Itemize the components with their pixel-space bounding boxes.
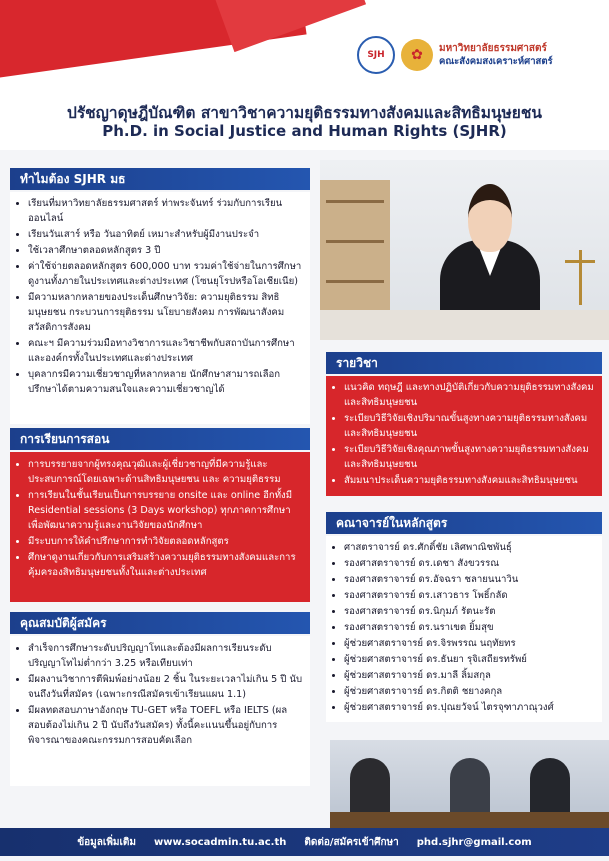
why-list [10, 196, 310, 397]
list-item: • รองศาสตราจารย์ ดร.นิกุมภ์ รัตนะรัต [344, 604, 596, 619]
website-link[interactable]: www.socadmin.tu.ac.th [154, 836, 287, 848]
title-thai: ปรัชญาดุษฎีบัณฑิต สาขาวิชาความยุติธรรมทางสังคมและสิทธิมนุษยชน [67, 104, 542, 122]
tu-emblem-icon: ✿ [401, 39, 433, 71]
list-item: • เรียนที่มหาวิทยาลัยธรรมศาสตร์ ท่าพระจันทร์ ร่วมกับการเรียนออนไลน์ [28, 196, 304, 226]
decor-red-accent [214, 0, 366, 52]
list-item: • การบรรยายจากผู้ทรงคุณวุฒิและผู้เชี่ยวชาญที่มีความรู้และประสบการณ์โดยเฉพาะด้านสิทธิมนุษยชน และ ความยุติธรรม [28, 457, 304, 487]
justice-scale-icon [565, 250, 595, 310]
list-item: • รองศาสตราจารย์ ดร.นราเขต ยิ้มสุข [344, 620, 596, 635]
qualification-heading: คุณสมบัติผู้สมัคร [10, 612, 310, 634]
list-item: • ผู้ช่วยศาสตราจารย์ ดร.จิรพรรณ นฤทัยทร [344, 636, 596, 651]
institution-names [439, 42, 553, 68]
list-item: • คณะฯ มีความร่วมมือทางวิชาการและวิชาชีพกับสถาบันการศึกษาและองค์กรทั้งในประเทศและต่างประเทศ [28, 336, 304, 366]
list-item: • เรียนวันเสาร์ หรือ วันอาทิตย์ เหมาะสำหรับผู้มีงานประจำ [28, 227, 304, 242]
title-english: Ph.D. in Social Justice and Human Rights (SJHR) [102, 122, 507, 140]
contact-label: ติดต่อ/สมัครเข้าศึกษา [304, 836, 399, 848]
list-item: • รองศาสตราจารย์ ดร.เดชา สังขวรรณ [344, 556, 596, 571]
teaching-heading: การเรียนการสอน [10, 428, 310, 450]
list-item: • รองศาสตราจารย์ ดร.เสาวธาร โพธิ์กลัด [344, 588, 596, 603]
list-item: • ผู้ช่วยศาสตราจารย์ ดร.มาลี ลิ้มสกุล [344, 668, 596, 683]
list-item: • ระเบียบวิธีวิจัยเชิงคุณภาพขั้นสูงทางความยุติธรรมทางสังคมและสิทธิมนุษยชน [344, 442, 596, 472]
desk [320, 310, 609, 340]
more-info-label: ข้อมูลเพิ่มเติม [77, 836, 137, 848]
list-item: • ผู้ช่วยศาสตราจารย์ ดร.ปุณยวัจน์ ไตรจุฑาภาณุวงศ์ [344, 700, 596, 715]
teaching-section [10, 452, 310, 602]
courses-list [326, 380, 602, 488]
why-section [10, 192, 310, 424]
list-item: • มีระบบการให้คำปรึกษาการทำวิจัยตลอดหลักสูตร [28, 534, 304, 549]
list-item: • ระเบียบวิธีวิจัยเชิงปริมาณขั้นสูงทางความยุติธรรมทางสังคมและสิทธิมนุษยชน [344, 411, 596, 441]
list-item: • ศึกษาดูงานเกี่ยวกับการเสริมสร้างความยุติธรรมทางสังคมและการคุ้มครองสิทธิมนุษยชนทั้งในและต่างประเทศ [28, 550, 304, 580]
hero-photo [320, 160, 609, 340]
list-item: • มีความหลากหลายของประเด็นศึกษาวิจัย: ความยุติธรรม สิทธิมนุษยชน กระบวนการยุติธรรม นโยบายสังคม การพัฒนาสังคม สวัสดิการสังคม [28, 290, 304, 335]
logo-group [357, 36, 553, 74]
why-heading: ทำไมต้อง SJHR มธ [10, 168, 310, 190]
faculty-section [326, 536, 602, 722]
list-item: • สำเร็จการศึกษาระดับปริญญาโทและต้องมีผลการเรียนระดับปริญญาโทไม่ต่ำกว่า 3.25 หรือเทียบเท่า [28, 641, 304, 671]
list-item: • ศาสตราจารย์ ดร.ศักดิ์ชัย เลิศพาณิชพันธุ์ [344, 540, 596, 555]
students-photo [330, 740, 609, 828]
list-item: • แนวคิด ทฤษฎี และทางปฏิบัติเกี่ยวกับความยุติธรรมทางสังคมและสิทธิมนุษยชน [344, 380, 596, 410]
courses-heading: รายวิชา [326, 352, 602, 374]
qualification-section [10, 636, 310, 786]
courses-section [326, 376, 602, 496]
faculty-name: คณะสังคมสงเคราะห์ศาสตร์ [439, 56, 553, 67]
list-item: • ใช้เวลาศึกษาตลอดหลักสูตร 3 ปี [28, 243, 304, 258]
faculty-list [326, 540, 602, 715]
list-item: • รองศาสตราจารย์ ดร.อัจฉรา ชลายนนาวิน [344, 572, 596, 587]
list-item: • มีผลงานวิชาการตีพิมพ์อย่างน้อย 2 ชิ้น ในระยะเวลาไม่เกิน 5 ปี นับจนถึงวันที่สมัคร (เฉพาะกรณีสมัครเข้าเรียนแผน 1.1) [28, 672, 304, 702]
contact-bar [0, 828, 609, 856]
list-item: • ค่าใช้จ่ายตลอดหลักสูตร 600,000 บาท รวมค่าใช้จ่ายในการศึกษาดูงานทั้งภายในประเทศและต่างประเทศ (โซนยุโรปหรือโอเชียเนีย) [28, 259, 304, 289]
email-link[interactable]: phd.sjhr@gmail.com [416, 836, 532, 848]
list-item: • มีผลทดสอบภาษาอังกฤษ TU-GET หรือ TOEFL หรือ IELTS (ผลสอบต้องไม่เกิน 2 ปี นับถึงวันสมัคร) ทั้งนี้คะแนนขึ้นอยู่กับการพิจารณาของคณะกรรมการสอบคัดเลือก [28, 703, 304, 748]
university-name: มหาวิทยาลัยธรรมศาสตร์ [439, 43, 547, 54]
faculty-heading: คณาจารย์ในหลักสูตร [326, 512, 602, 534]
list-item: • สัมมนาประเด็นความยุติธรรมทางสังคมและสิทธิมนุษยชน [344, 473, 596, 488]
teaching-list [10, 457, 310, 580]
qualification-list [10, 641, 310, 748]
bookshelf [320, 180, 390, 330]
list-item: • บุคลากรมีความเชี่ยวชาญที่หลากหลาย นักศึกษาสามารถเลือกปรึกษาได้ตามความสนใจและความเชี่ยวชาญได้ [28, 367, 304, 397]
list-item: • ผู้ช่วยศาสตราจารย์ ดร.ธันยา รุจิเสถียรทรัพย์ [344, 652, 596, 667]
sjh-logo-icon: SJH [357, 36, 395, 74]
list-item: • การเรียนในชั้นเรียนเป็นการบรรยาย onsite และ online อีกทั้งมี Residential sessions (3 Days workshop) ทุกภาคการศึกษา เพื่อพัฒนาความรู้และงานวิจัยของนักศึกษา [28, 488, 304, 533]
list-item: • ผู้ช่วยศาสตราจารย์ ดร.กิตติ ชยางคกุล [344, 684, 596, 699]
